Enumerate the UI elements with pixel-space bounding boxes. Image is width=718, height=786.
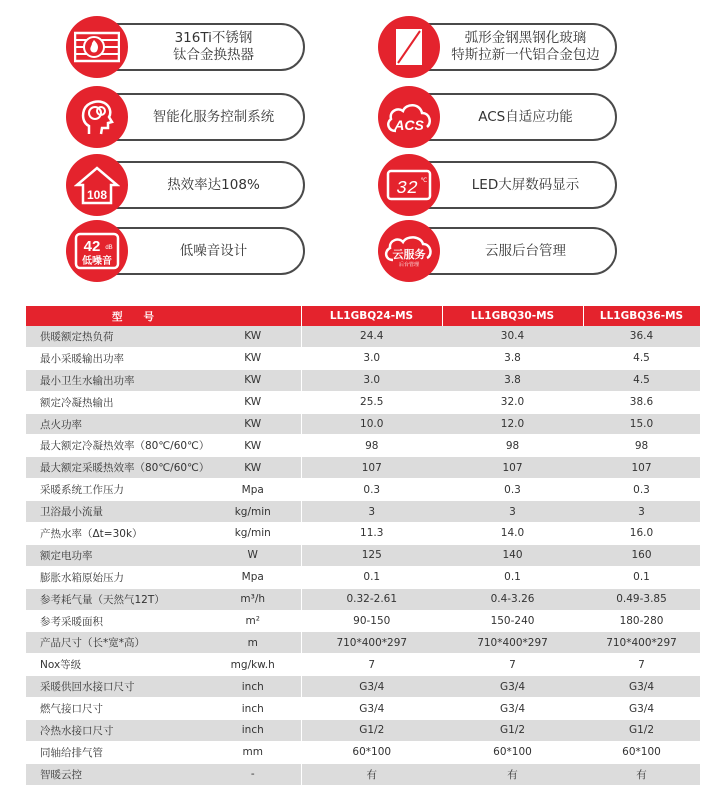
spec-value: 180-280 xyxy=(583,610,700,632)
spec-value: 0.3 xyxy=(442,479,583,501)
spec-unit: KW xyxy=(205,347,301,369)
spec-value: 98 xyxy=(583,435,700,457)
spec-name: 参考耗气量（天然气12T） xyxy=(26,588,205,610)
svg-text:42: 42 xyxy=(83,238,101,255)
svg-text:后台管理: 后台管理 xyxy=(398,262,420,268)
spec-value: 10.0 xyxy=(301,413,442,435)
spec-value: 0.49-3.85 xyxy=(583,588,700,610)
table-row xyxy=(26,413,700,435)
feature-badge xyxy=(378,154,440,216)
spec-value: 3.0 xyxy=(301,347,442,369)
header-unit xyxy=(205,306,301,326)
header-model-2: LL1GBQ30-MS xyxy=(442,306,583,326)
spec-value: 3 xyxy=(301,501,442,523)
spec-name: 点火功率 xyxy=(26,413,205,435)
spec-value: 710*400*297 xyxy=(301,632,442,654)
spec-value: 107 xyxy=(583,457,700,479)
spec-name: 燃气接口尺寸 xyxy=(26,698,205,720)
spec-value: 60*100 xyxy=(442,741,583,763)
svg-text:32: 32 xyxy=(396,179,418,199)
spec-value: G3/4 xyxy=(442,676,583,698)
feature-text: 316Ti不锈钢 钛合金换热器 xyxy=(173,30,254,63)
spec-unit: KW xyxy=(205,391,301,413)
spec-value: 0.1 xyxy=(442,566,583,588)
table-row xyxy=(26,610,700,632)
table-row xyxy=(26,720,700,742)
spec-name: 膨胀水箱原始压力 xyxy=(26,566,205,588)
fire-icon xyxy=(74,30,120,64)
spec-unit: inch xyxy=(205,676,301,698)
feature-text: ACS自适应功能 xyxy=(478,108,573,125)
spec-unit: m² xyxy=(205,610,301,632)
low-noise-42-icon xyxy=(74,232,120,270)
table-row xyxy=(26,763,700,785)
feature-badge xyxy=(66,220,128,282)
spec-value: 98 xyxy=(442,435,583,457)
spec-unit: mg/kw.h xyxy=(205,654,301,676)
spec-value: G3/4 xyxy=(301,676,442,698)
header-model: 型 号 xyxy=(26,306,205,326)
table-row xyxy=(26,479,700,501)
spec-value: 107 xyxy=(301,457,442,479)
spec-value: 4.5 xyxy=(583,347,700,369)
spec-name: 采暖供回水接口尺寸 xyxy=(26,676,205,698)
table-row xyxy=(26,347,700,369)
table-row xyxy=(26,369,700,391)
feature-text: 智能化服务控制系统 xyxy=(152,108,275,125)
spec-name: 最小采暖输出功率 xyxy=(26,347,205,369)
cloud-service-icon xyxy=(383,233,435,269)
spec-value: G1/2 xyxy=(301,720,442,742)
spec-value: 36.4 xyxy=(583,326,700,347)
spec-value: 0.1 xyxy=(583,566,700,588)
spec-name: Nox等级 xyxy=(26,654,205,676)
feature-badge xyxy=(378,16,440,78)
svg-text:dB: dB xyxy=(105,245,113,251)
spec-unit: W xyxy=(205,544,301,566)
spec-value: 0.1 xyxy=(301,566,442,588)
spec-value: 98 xyxy=(301,435,442,457)
spec-unit: - xyxy=(205,763,301,785)
feature-badge xyxy=(378,86,440,148)
spec-name: 产品尺寸（长*宽*高） xyxy=(26,632,205,654)
spec-value: G3/4 xyxy=(442,698,583,720)
svg-text:云服务: 云服务 xyxy=(392,248,426,261)
spec-unit: kg/min xyxy=(205,523,301,545)
spec-unit: KW xyxy=(205,413,301,435)
spec-name: 参考采暖面积 xyxy=(26,610,205,632)
spec-value: 4.5 xyxy=(583,369,700,391)
spec-value: 60*100 xyxy=(583,741,700,763)
header-model-1: LL1GBQ24-MS xyxy=(301,306,442,326)
spec-value: 25.5 xyxy=(301,391,442,413)
spec-value: 160 xyxy=(583,544,700,566)
feature-badge xyxy=(66,16,128,78)
spec-value: 0.32-2.61 xyxy=(301,588,442,610)
house-108-icon xyxy=(74,165,120,205)
spec-name: 最大额定采暖热效率（80℃/60℃） xyxy=(26,457,205,479)
feature-text: 低噪音设计 xyxy=(179,242,248,259)
feature-text: 弧形金钢黑钢化玻璃 特斯拉新一代铝合金包边 xyxy=(451,30,600,63)
feature-text: 热效率达108% xyxy=(167,176,260,193)
table-row xyxy=(26,741,700,763)
feature-text: LED大屏数码显示 xyxy=(471,176,580,193)
table-row xyxy=(26,654,700,676)
spec-unit: KW xyxy=(205,435,301,457)
header-model-3: LL1GBQ36-MS xyxy=(583,306,700,326)
feature-badge xyxy=(66,154,128,216)
spec-value: 90-150 xyxy=(301,610,442,632)
table-row xyxy=(26,501,700,523)
spec-value: 107 xyxy=(442,457,583,479)
spec-value: 60*100 xyxy=(301,741,442,763)
spec-name: 额定电功率 xyxy=(26,544,205,566)
spec-value: 15.0 xyxy=(583,413,700,435)
spec-unit: m³/h xyxy=(205,588,301,610)
spec-name: 产热水率（Δt=30k） xyxy=(26,523,205,545)
table-row xyxy=(26,676,700,698)
acs-cloud-icon xyxy=(384,99,434,135)
spec-name: 智暖云控 xyxy=(26,763,205,785)
spec-value: 710*400*297 xyxy=(583,632,700,654)
spec-value: 16.0 xyxy=(583,523,700,545)
table-row xyxy=(26,391,700,413)
spec-value: 7 xyxy=(301,654,442,676)
spec-value: 30.4 xyxy=(442,326,583,347)
table-row xyxy=(26,588,700,610)
spec-value: 0.3 xyxy=(301,479,442,501)
spec-unit: KW xyxy=(205,457,301,479)
table-row xyxy=(26,457,700,479)
spec-name: 采暖系统工作压力 xyxy=(26,479,205,501)
spec-value: 12.0 xyxy=(442,413,583,435)
brain-head-icon xyxy=(79,98,115,136)
spec-value: 3.8 xyxy=(442,347,583,369)
svg-text:ACS: ACS xyxy=(394,117,424,133)
spec-unit: kg/min xyxy=(205,501,301,523)
spec-value: G1/2 xyxy=(442,720,583,742)
spec-table xyxy=(26,306,701,786)
spec-value: 有 xyxy=(301,763,442,785)
spec-value: 7 xyxy=(442,654,583,676)
spec-name: 同轴给排气管 xyxy=(26,741,205,763)
spec-unit: KW xyxy=(205,326,301,347)
spec-name: 最大额定冷凝热效率（80℃/60℃） xyxy=(26,435,205,457)
spec-unit: m xyxy=(205,632,301,654)
spec-unit: mm xyxy=(205,741,301,763)
table-row xyxy=(26,435,700,457)
spec-value: 7 xyxy=(583,654,700,676)
spec-value: 有 xyxy=(442,763,583,785)
spec-value: 0.4-3.26 xyxy=(442,588,583,610)
spec-value: 140 xyxy=(442,544,583,566)
spec-name: 冷热水接口尺寸 xyxy=(26,720,205,742)
svg-text:108: 108 xyxy=(86,188,108,202)
spec-value: 24.4 xyxy=(301,326,442,347)
spec-value: G3/4 xyxy=(301,698,442,720)
led-display-icon xyxy=(386,168,432,202)
spec-value: 125 xyxy=(301,544,442,566)
spec-name: 卫浴最小流量 xyxy=(26,501,205,523)
spec-value: 3.8 xyxy=(442,369,583,391)
svg-text:低噪音: 低噪音 xyxy=(82,256,112,267)
feature-badge xyxy=(66,86,128,148)
table-row xyxy=(26,544,700,566)
spec-unit: inch xyxy=(205,698,301,720)
spec-value: 11.3 xyxy=(301,523,442,545)
spec-name: 供暖额定热负荷 xyxy=(26,326,205,347)
spec-value: 150-240 xyxy=(442,610,583,632)
spec-value: 32.0 xyxy=(442,391,583,413)
spec-value: 0.3 xyxy=(583,479,700,501)
table-header-row xyxy=(26,306,700,326)
spec-unit: inch xyxy=(205,720,301,742)
spec-unit: KW xyxy=(205,369,301,391)
spec-value: 3 xyxy=(583,501,700,523)
table-row xyxy=(26,632,700,654)
spec-value: 38.6 xyxy=(583,391,700,413)
table-row xyxy=(26,523,700,545)
spec-value: 3 xyxy=(442,501,583,523)
spec-value: 710*400*297 xyxy=(442,632,583,654)
table-row xyxy=(26,698,700,720)
feature-badge xyxy=(378,220,440,282)
spec-value: 3.0 xyxy=(301,369,442,391)
feature-text: 云服后台管理 xyxy=(485,242,566,259)
table-row xyxy=(26,326,700,347)
svg-text:℃: ℃ xyxy=(420,178,428,184)
spec-value: G1/2 xyxy=(583,720,700,742)
spec-value: 有 xyxy=(583,763,700,785)
table-row xyxy=(26,566,700,588)
spec-value: 14.0 xyxy=(442,523,583,545)
spec-unit: Mpa xyxy=(205,479,301,501)
spec-value: G3/4 xyxy=(583,698,700,720)
spec-name: 额定冷凝热输出 xyxy=(26,391,205,413)
spec-name: 最小卫生水输出功率 xyxy=(26,369,205,391)
glass-panel-icon xyxy=(394,27,424,67)
spec-value: G3/4 xyxy=(583,676,700,698)
spec-unit: Mpa xyxy=(205,566,301,588)
